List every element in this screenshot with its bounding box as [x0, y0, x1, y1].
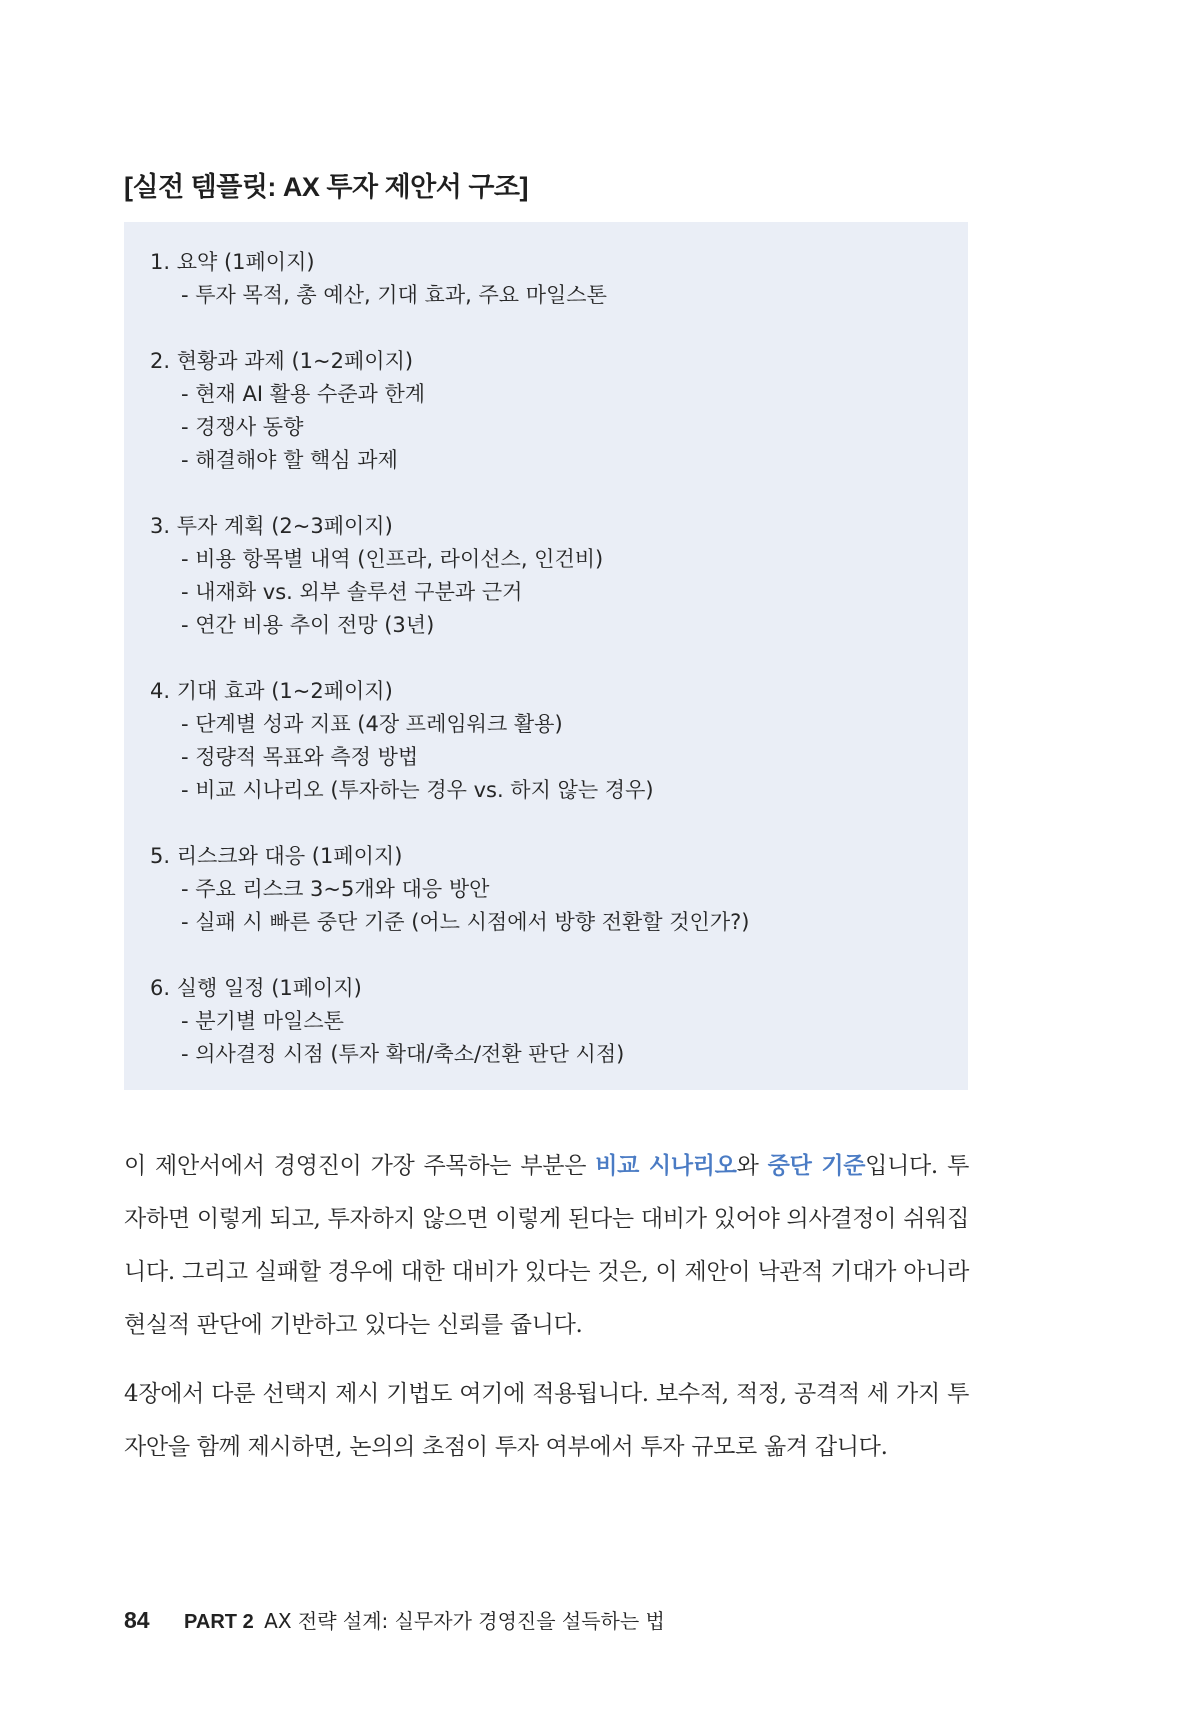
part-label: PART 2	[184, 1611, 254, 1633]
template-item: - 분기별 마일스톤	[181, 1009, 344, 1033]
template-item: - 정량적 목표와 측정 방법	[181, 745, 419, 769]
template-section	[150, 972, 968, 1071]
template-item: - 투자 목적, 총 예산, 기대 효과, 주요 마일스톤	[181, 283, 607, 307]
page-footer	[124, 1605, 665, 1634]
body-paragraph	[124, 1140, 969, 1352]
template-item: - 단계별 성과 지표 (4장 프레임워크 활용)	[181, 712, 563, 736]
template-item: - 연간 비용 추이 전망 (3년)	[181, 613, 435, 637]
paragraph-text: 이 제안서에서 경영진이 가장 주목하는 부분은	[124, 1153, 596, 1179]
template-section	[150, 345, 968, 477]
highlight-term: 중단 기준	[767, 1153, 866, 1179]
template-item: - 현재 AI 활용 수준과 한계	[181, 382, 426, 406]
template-item: - 해결해야 할 핵심 과제	[181, 448, 398, 472]
template-section	[150, 246, 968, 312]
template-box	[124, 222, 968, 1090]
template-item: - 비교 시나리오 (투자하는 경우 vs. 하지 않는 경우)	[181, 778, 654, 802]
template-section	[150, 675, 968, 807]
template-section-title: 5. 리스크와 대응 (1페이지)	[150, 844, 403, 868]
template-section-title: 4. 기대 효과 (1~2페이지)	[150, 679, 393, 703]
paragraph-text: 와	[736, 1153, 768, 1179]
template-section	[150, 840, 968, 939]
template-item: - 비용 항목별 내역 (인프라, 라이선스, 인건비)	[181, 547, 604, 571]
template-item: - 실패 시 빠른 중단 기준 (어느 시점에서 방향 전환할 것인가?)	[181, 910, 750, 934]
highlight-term: 비교 시나리오	[595, 1153, 737, 1179]
template-section	[150, 510, 968, 642]
body-paragraph: 4장에서 다룬 선택지 제시 기법도 여기에 적용됩니다. 보수적, 적정, 공격적 세 가지 투자안을 함께 제시하면, 논의의 초점이 투자 여부에서 투자 규모로 옮겨 갑니다.	[124, 1381, 969, 1460]
page-number: 84	[124, 1607, 150, 1633]
body-text	[124, 1140, 969, 1490]
template-section-title: 2. 현황과 과제 (1~2페이지)	[150, 349, 414, 373]
section-heading: [실전 템플릿: AX 투자 제안서 구조]	[124, 172, 528, 202]
template-section-title: 3. 투자 계획 (2~3페이지)	[150, 514, 393, 538]
template-item: - 의사결정 시점 (투자 확대/축소/전환 판단 시점)	[181, 1042, 625, 1066]
template-item: - 주요 리스크 3~5개와 대응 방안	[181, 877, 490, 901]
template-item: - 내재화 vs. 외부 솔루션 구분과 근거	[181, 580, 523, 604]
template-section-title: 6. 실행 일정 (1페이지)	[150, 976, 362, 1000]
template-section-title: 1. 요약 (1페이지)	[150, 250, 315, 274]
chapter-title: AX 전략 설계: 실무자가 경영진을 설득하는 법	[264, 1609, 665, 1633]
template-item: - 경쟁사 동향	[181, 415, 304, 439]
paragraph-text: 입니다. 투자하면 이렇게 되고, 투자하지 않으면 이렇게 된다는 대비가 있어야 의사결정이 쉬워집니다. 그리고 실패할 경우에 대한 대비가 있다는 것은, 이 제안이 낙관적 기대가 아니라 현실적 판단에 기반하고 있다는 신뢰를 줍니다.	[124, 1153, 969, 1338]
